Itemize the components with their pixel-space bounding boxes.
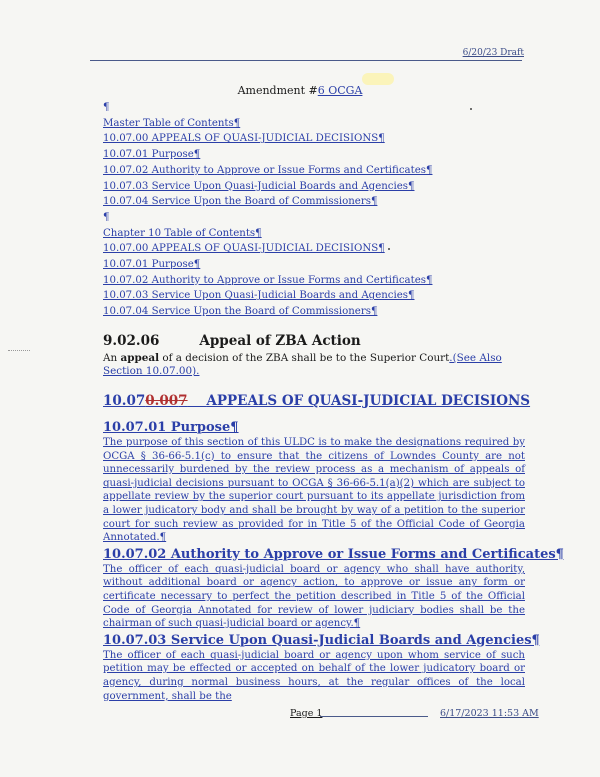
section-text: The purpose of this section of this ULDC is to make the designations required by OCGA § 36-66-5.1(c) to ensure that the citizens of Lowndes County are not unnecessarily burdened by the review process as a mechanism of appeals of quasi-judicial decisions pursuant to OCGA § 36-66-5.1(a)(2) which are subject to appellate review by the superior court pursuant to its appellate jurisdiction from a lower judicatory body and shall be brought by way of a petition to the superior court for such review as provided for in Title 5 of the Official Code of Georgia Annotated.¶ <box>103 437 525 544</box>
zba-section <box>103 333 523 378</box>
zba-text <box>103 352 523 378</box>
section-text: The officer of each quasi-judicial board or agency upon whom service of such petition may be effected or accepted on behalf of the lower judicatory board or agency, during normal business hours, at the regular offices of the local government, shall be the <box>103 649 525 702</box>
zba-text-bold: appeal <box>120 352 160 364</box>
page-number: Page 1 <box>290 708 323 719</box>
scan-dot <box>388 248 390 250</box>
footer-rule <box>320 716 428 717</box>
section-heading: 10.07.02 Authority to Approve or Issue Forms and Certificates¶ <box>103 546 564 562</box>
section-heading: 10.07.01 Purpose¶ <box>103 420 239 435</box>
toc-item[interactable]: 10.07.04 Service Upon the Board of Commissioners¶ <box>103 306 378 318</box>
toc-item[interactable]: 10.07.00 APPEALS OF QUASI-JUDICIAL DECISIONS¶ <box>103 243 385 255</box>
zba-text-c: of a decision of the ZBA shall be to the Superior Court <box>159 352 450 364</box>
zba-heading <box>103 333 523 349</box>
toc-item[interactable]: 10.07.01 Purpose¶ <box>103 259 201 271</box>
zba-text-a: An <box>103 352 121 364</box>
draft-label: 6/20/23 Draft <box>462 48 524 58</box>
section-heading: 10.07.03 Service Upon Quasi-Judicial Boards and Agencies¶ <box>103 632 540 648</box>
zba-see-also-link[interactable]: .(See Also Section 10.07.00). <box>103 352 502 377</box>
amendment-prefix: Amendment # <box>237 84 318 97</box>
toc-item[interactable]: Master Table of Contents¶ <box>103 117 241 129</box>
document-body <box>103 420 564 705</box>
toc-item[interactable]: 10.07.01 Purpose¶ <box>103 149 201 161</box>
toc-item: ¶ <box>103 102 110 113</box>
toc-item[interactable]: Chapter 10 Table of Contents¶ <box>103 227 262 239</box>
header-rule <box>90 60 522 61</box>
amendment-title <box>0 84 600 97</box>
toc-item[interactable]: 10.07.03 Service Upon Quasi-Judicial Boards and Agencies¶ <box>103 290 415 302</box>
main-heading <box>103 393 530 409</box>
zba-title: Appeal of ZBA Action <box>199 333 361 349</box>
section-text: The officer of each quasi-judicial board or agency who shall have authority, without additional board or agency action, to approve or issue any form or certificate necessary to perfect the petition described in Title 5 of the Official Code of Georgia Annotated for review of lower judiciary bodies shall be the chairman of such quasi-judicial board or agency.¶ <box>103 563 525 630</box>
zba-number: 9.02.06 <box>103 333 160 349</box>
main-heading-num: 10.07 <box>103 393 146 409</box>
table-of-contents <box>103 100 432 320</box>
toc-item[interactable]: 10.07.00 APPEALS OF QUASI-JUDICIAL DECISIONS¶ <box>103 133 385 145</box>
scan-speck <box>8 350 30 351</box>
toc-item[interactable]: 10.07.02 Authority to Approve or Issue Forms and Certificates¶ <box>103 164 433 176</box>
toc-item[interactable]: 10.07.03 Service Upon Quasi-Judicial Boards and Agencies¶ <box>103 180 415 192</box>
main-heading-title: APPEALS OF QUASI-JUDICIAL DECISIONS <box>206 393 531 409</box>
toc-item: ¶ <box>103 211 110 223</box>
toc-item[interactable]: 10.07.04 Service Upon the Board of Commissioners¶ <box>103 196 378 208</box>
amendment-link[interactable]: 6 OCGA <box>317 84 363 97</box>
toc-item[interactable]: 10.07.02 Authority to Approve or Issue Forms and Certificates¶ <box>103 274 433 286</box>
main-heading-strike: 0.00 <box>145 393 179 409</box>
footer-date: 6/17/2023 11:53 AM <box>440 708 539 719</box>
main-heading-strike-b: 7 <box>178 393 188 409</box>
scan-dot <box>470 108 472 110</box>
